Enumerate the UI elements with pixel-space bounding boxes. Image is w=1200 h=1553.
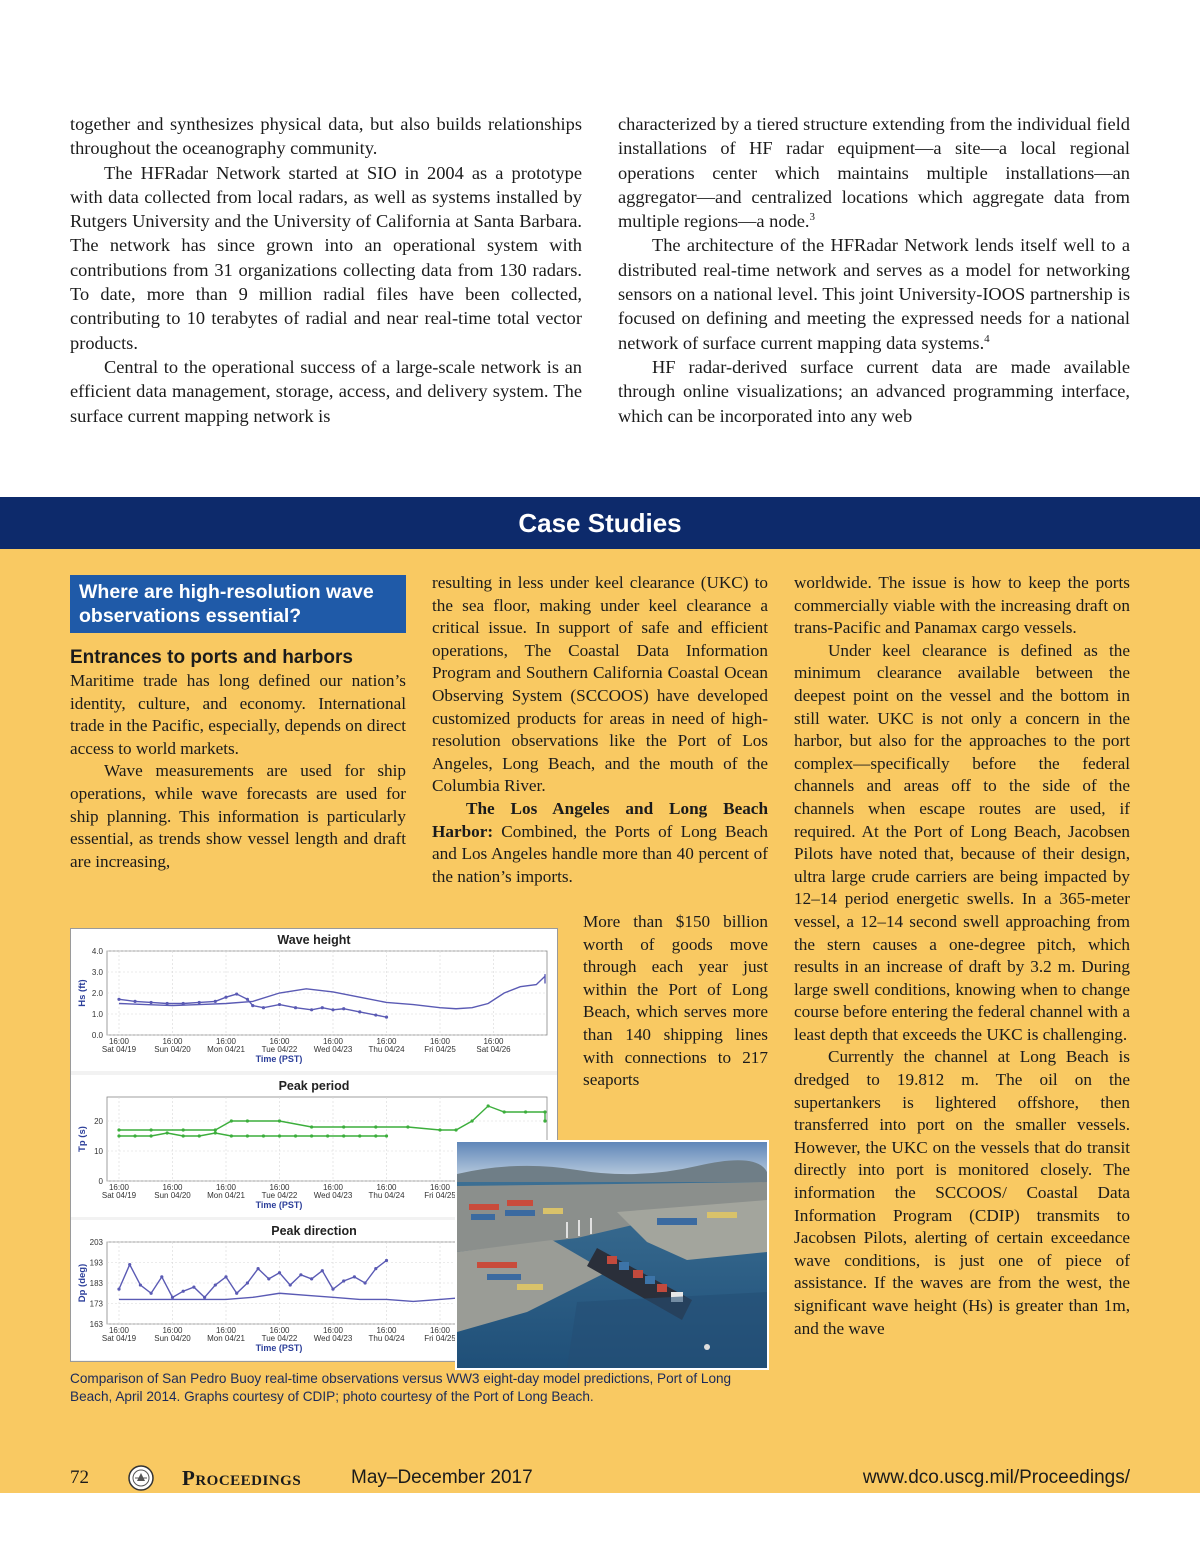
x-tick-date: Mon 04/21 (207, 1191, 245, 1200)
page-footer (70, 1463, 1130, 1493)
data-point (235, 1292, 238, 1295)
data-point (342, 1125, 345, 1128)
data-point (133, 1134, 136, 1137)
data-point (198, 1134, 201, 1137)
data-point (438, 1128, 441, 1131)
x-axis-label: Time (PST) (255, 1343, 303, 1353)
data-point (182, 1134, 185, 1137)
data-point (310, 1134, 313, 1137)
data-point (246, 1134, 249, 1137)
x-tick-time: 16:00 (322, 1037, 344, 1046)
issue-date: May–December 2017 (351, 1467, 533, 1488)
x-tick-time: 16:00 (215, 1183, 237, 1192)
data-point (246, 998, 249, 1001)
data-point (321, 1269, 324, 1272)
data-point (342, 1134, 345, 1137)
x-tick-time: 16:00 (269, 1183, 290, 1192)
x-tick-date: Mon 04/21 (207, 1334, 245, 1343)
x-tick-date: Wed 04/23 (313, 1334, 353, 1343)
x-tick-time: 16:00 (376, 1037, 397, 1046)
case-column-2-continued (583, 911, 768, 1092)
y-tick-label: 0 (98, 1177, 103, 1186)
chart-title: Wave height (277, 933, 351, 947)
data-point (406, 1125, 409, 1128)
top-right-paragraph-2-text: The architecture of the HFRadar Network lends itself well to a distributed real-time network and serves as a model for networking sensors on a national level. This joint University-IOOS partnership is focused on defining and meeting the expressed needs for a national network of surface current mapping data systems. (618, 235, 1130, 353)
x-axis-label: Time (PST) (255, 1054, 303, 1064)
case-col3-paragraph-2: Under keel clearance is defined as the minimum clearance available between the deepest point on the vessel and the bottom in still water. UKC is not only a concern in the harbor, but also for the approaches to the port complex—specifically before the federal channels and areas off to the side of the channels when escape routes are used, if required. At the Port of Long Beach, Jacobsen Pilots have noted that, because of their design, ultra large crude carriers are being impacted by 12–14 period energetic swells. In a 365-meter vessel, a 12–14 second swell approaching from the stern causes a one-degree pitch, which results in an increase of draft by 3.2 m. During large swell conditions, knowing when to change course before entering the federal channel with a least depth that exceeds the UKC is challenging. (794, 640, 1130, 1044)
data-point (278, 1119, 281, 1122)
x-tick-time: 16:00 (215, 1326, 237, 1335)
x-tick-time: 16:00 (269, 1326, 290, 1335)
case-col2-paragraph-1: resulting in less under keel clearance (UKC) to the sea floor, making under keel clearance a critical issue. In support of safe and efficient operations, The Coastal Data Information Program and Southern California Coastal Ocean Observing System (SCCOOS) have developed customized products for areas in need of high-resolution observations like the Port of Los Angeles, Long Beach, and the mouth of the Columbia River. (432, 573, 768, 796)
chart-title: Peak direction (271, 1224, 357, 1238)
data-point (128, 1263, 131, 1266)
x-tick-time: 16:00 (215, 1037, 237, 1046)
x-tick-date: Wed 04/23 (313, 1191, 353, 1200)
data-point (487, 1104, 490, 1107)
data-point (224, 1275, 227, 1278)
data-point (214, 1000, 217, 1003)
data-point (257, 1267, 260, 1270)
data-point (192, 1286, 195, 1289)
data-point (214, 1131, 217, 1134)
data-point (294, 1134, 297, 1137)
case-studies-title: Case Studies (518, 508, 682, 538)
data-point (160, 1275, 163, 1278)
case-column-2 (432, 572, 768, 888)
y-axis-label: Tp (s) (77, 1126, 88, 1152)
top-left-column (70, 112, 582, 428)
page-number: 72 (70, 1467, 89, 1488)
port-aerial-illustration (457, 1142, 767, 1368)
website-link[interactable]: www.dco.uscg.mil/Proceedings/ (862, 1467, 1130, 1488)
y-tick-label: 1.0 (91, 1010, 103, 1019)
x-tick-date: Sat 04/19 (101, 1334, 137, 1343)
data-point (385, 1259, 388, 1262)
question-box: Where are high-resolution wave observations essential? (70, 575, 406, 633)
data-point (150, 1292, 153, 1295)
x-tick-time: 16:00 (108, 1183, 130, 1192)
data-point (262, 1006, 265, 1009)
data-point (524, 1110, 527, 1113)
case-col1-paragraph-2: Wave measurements are used for ship operations, while wave forecasts are used for ship planning. This information is particularly essential, as trends show vessel length and draft are increasing, (70, 761, 406, 871)
y-tick-label: 183 (89, 1279, 103, 1288)
top-left-paragraph-2: The HFRadar Network started at SIO in 2004 as a prototype with data collected from local radars, as well as systems installed by Rutgers University and the University of California at Santa Barbara. The network has since grown into an operational system with contributions from 31 organizations collecting data from 130 radars. To date, more than 9 million radial files have been collected, contributing to 10 terabytes of radial and near real-time total vector products. (70, 162, 582, 353)
port-long-beach-photo (455, 1140, 769, 1370)
data-point (543, 1110, 546, 1113)
x-tick-time: 16:00 (162, 1183, 183, 1192)
x-tick-date: Mon 04/21 (207, 1045, 245, 1054)
data-point (203, 1296, 206, 1299)
y-axis-label: Hs (ft) (77, 979, 88, 1007)
x-tick-time: 16:00 (322, 1326, 344, 1335)
y-tick-label: 10 (94, 1147, 103, 1156)
data-point (133, 1000, 136, 1003)
case-col2-paragraph-2-text: Combined, the Ports of Long Beach and Los Angeles handle more than 40 percent of the nation’s imports. (432, 821, 768, 886)
data-point (294, 1006, 297, 1009)
data-point (278, 1003, 281, 1006)
data-point (374, 1013, 377, 1016)
data-point (214, 1283, 217, 1286)
y-tick-label: 0.0 (91, 1031, 103, 1040)
data-point (246, 1281, 249, 1284)
publication-name: Proceedings (182, 1466, 302, 1490)
x-tick-time: 16:00 (322, 1183, 344, 1192)
data-point (150, 1134, 153, 1137)
data-point (251, 1004, 254, 1007)
x-tick-date: Tue 04/22 (261, 1334, 298, 1343)
data-point (310, 1125, 313, 1128)
data-point (262, 1134, 265, 1137)
data-point (310, 1277, 313, 1280)
data-point (166, 1002, 169, 1005)
data-point (150, 1001, 153, 1004)
x-tick-date: Sat 04/19 (101, 1191, 137, 1200)
top-left-paragraph-1: together and synthesizes physical data, but also builds relationships throughout the oceanography community. (70, 114, 582, 159)
x-tick-time: 16:00 (108, 1037, 130, 1046)
x-tick-date: Fri 04/25 (424, 1191, 456, 1200)
wave-height-svg (71, 929, 557, 1071)
data-point (230, 1134, 233, 1137)
top-left-paragraph-3: Central to the operational success of a large-scale network is an efficient data management, storage, access, and delivery system. The surface current mapping network is (70, 356, 582, 426)
y-tick-label: 203 (89, 1238, 103, 1247)
x-axis-label: Time (PST) (255, 1200, 303, 1210)
wave-height-chart (71, 929, 557, 1071)
x-tick-time: 16:00 (376, 1183, 397, 1192)
data-point (503, 1110, 506, 1113)
footnote-ref-3: 3 (809, 211, 816, 224)
data-point (326, 1134, 329, 1137)
harbor-runin-heading: The Los Angeles and Long Beach Harbor: (432, 798, 768, 841)
data-point (214, 1128, 217, 1131)
x-tick-date: Thu 04/24 (368, 1334, 405, 1343)
data-point (289, 1283, 292, 1286)
data-point (353, 1275, 356, 1278)
x-tick-date: Sat 04/26 (476, 1045, 511, 1054)
data-point (358, 1010, 361, 1013)
data-point (358, 1134, 361, 1137)
data-point (182, 1128, 185, 1131)
x-tick-time: 16:00 (429, 1183, 451, 1192)
data-point (182, 1290, 185, 1293)
data-point (385, 1134, 388, 1137)
top-right-paragraph-2 (618, 233, 1130, 354)
y-tick-label: 3.0 (91, 968, 103, 977)
data-point (374, 1134, 377, 1137)
x-tick-date: Sun 04/20 (154, 1334, 191, 1343)
data-point (299, 1273, 302, 1276)
data-point (224, 996, 227, 999)
data-point (342, 1279, 345, 1282)
y-tick-label: 193 (89, 1258, 103, 1268)
data-point (198, 1001, 201, 1004)
x-tick-date: Sun 04/20 (154, 1191, 191, 1200)
x-tick-time: 16:00 (483, 1037, 504, 1046)
x-tick-date: Sat 04/19 (101, 1045, 137, 1054)
x-tick-date: Tue 04/22 (261, 1191, 298, 1200)
data-point (235, 992, 238, 995)
data-point (543, 1119, 546, 1122)
x-tick-time: 16:00 (376, 1326, 397, 1335)
y-tick-label: 173 (89, 1299, 103, 1309)
data-point (267, 1277, 270, 1280)
data-point (374, 1125, 377, 1128)
x-tick-date: Fri 04/25 (424, 1045, 456, 1054)
case-col2-paragraph-2 (432, 798, 768, 888)
case-col3-paragraph-3: Currently the channel at Long Beach is dredged to 19.812 m. The oil on the supertankers is lightered offshore, then transferred into port on the smaller vessels. However, the UKC on the vessels that do transit directly into port is monitored closely. The information the SCCOOS/ Coastal Data Information Program (CDIP) transmits to Jacobsen Pilots, alerting of certain exceedance wave conditions, is just one of piece of assistance. If the waves are from the west, the significant wave height (Hs) is greater than 1m, and the wave (794, 1047, 1130, 1338)
data-point (166, 1131, 169, 1134)
case-col1-paragraph-1: Maritime trade has long defined our nation’s identity, culture, and economy. International trade in the Pacific, especially, depends on direct access to world markets. (70, 671, 406, 758)
x-tick-time: 16:00 (108, 1326, 130, 1335)
x-tick-date: Thu 04/24 (368, 1191, 405, 1200)
case-column-1 (70, 646, 406, 873)
data-point (246, 1119, 249, 1122)
case-col2-paragraph-3: More than $150 billion worth of goods move through each year just within the Port of Long Beach, which serves more than 140 shipping lines with connections to 217 seaports (583, 912, 768, 1090)
x-tick-time: 16:00 (162, 1326, 183, 1335)
x-tick-time: 16:00 (269, 1037, 290, 1046)
case-column-3 (794, 572, 1130, 1340)
x-tick-date: Sun 04/20 (154, 1045, 191, 1054)
uscg-seal-icon (128, 1465, 154, 1491)
chart-title: Peak period (278, 1079, 350, 1093)
data-point (471, 1119, 474, 1122)
x-tick-time: 16:00 (429, 1037, 451, 1046)
top-right-paragraph-1-text: characterized by a tiered structure extending from the individual field installations of HF radar equipment—a site—a local regional operations center which maintains multiple installations—an aggregator—and centralized locations which aggregate data from multiple regions—a node. (618, 114, 1130, 232)
data-point (150, 1128, 153, 1131)
data-point (117, 1288, 120, 1291)
data-point (278, 1271, 281, 1274)
top-right-column (618, 112, 1130, 428)
y-axis-label: Dp (deg) (77, 1263, 88, 1303)
data-point (230, 1119, 233, 1122)
data-point (117, 998, 120, 1001)
data-point (364, 1281, 367, 1284)
x-tick-date: Fri 04/25 (424, 1334, 456, 1343)
data-point (331, 1008, 334, 1011)
data-point (117, 1128, 120, 1131)
data-point (342, 1007, 345, 1010)
data-point (171, 1296, 174, 1299)
data-point (117, 1134, 120, 1137)
data-point (374, 1267, 377, 1270)
section-heading: Entrances to ports and harbors (70, 647, 353, 668)
data-point (321, 1006, 324, 1009)
x-tick-date: Tue 04/22 (261, 1045, 298, 1054)
y-tick-label: 20 (94, 1117, 103, 1126)
data-point (385, 1016, 388, 1019)
data-point (310, 1008, 313, 1011)
data-point (454, 1128, 457, 1131)
y-tick-label: 163 (89, 1320, 103, 1329)
data-point (139, 1283, 142, 1286)
x-tick-date: Wed 04/23 (313, 1045, 353, 1054)
data-point (278, 1134, 281, 1137)
y-tick-label: 4.0 (91, 947, 103, 956)
footnote-ref-4: 4 (984, 332, 990, 345)
case-studies-banner (0, 497, 1200, 549)
top-right-paragraph-3: HF radar-derived surface current data are made available through online visualizations; an advanced programming interface, which can be incorporated into any web (618, 356, 1130, 426)
x-tick-time: 16:00 (162, 1037, 183, 1046)
case-col3-paragraph-1: worldwide. The issue is how to keep the ports commercially viable with the increasing draft on trans-Pacific and Panamax cargo vessels. (794, 573, 1130, 638)
data-point (331, 1288, 334, 1291)
x-tick-time: 16:00 (429, 1326, 451, 1335)
figure-caption: Comparison of San Pedro Buoy real-time observations versus WW3 eight-day model predictions, Port of Long Beach, April 2014. Graphs courtesy of CDIP; photo courtesy of the Port of Long Beach. (70, 1371, 732, 1404)
top-right-paragraph-1 (618, 112, 1130, 233)
x-tick-date: Thu 04/24 (368, 1045, 405, 1054)
y-tick-label: 2.0 (91, 989, 103, 998)
